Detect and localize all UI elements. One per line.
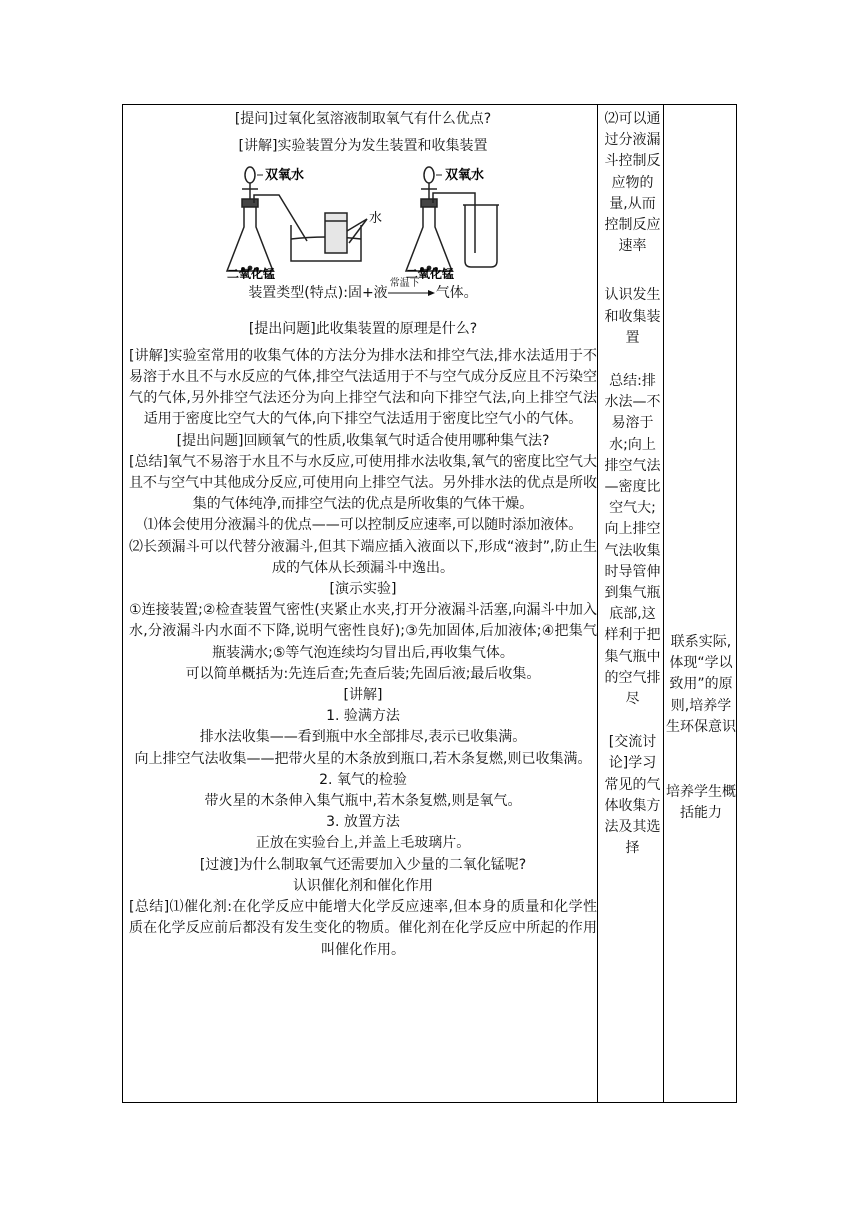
activity-know-apparatus: 认识发生和收集装置 (604, 287, 661, 346)
teaching-content-column (129, 109, 597, 961)
student-activity-column (603, 109, 662, 860)
lesson-table (122, 104, 737, 1103)
activity-funnel-note: ⑵可以通过分液漏斗控制反应物的量,从而控制反应速率 (604, 111, 661, 255)
design-intent-column (665, 632, 737, 824)
h2o2-label-right: 双氧水 (445, 168, 485, 184)
note-long-neck-funnel: ⑵长颈漏斗可以代替分液漏斗,但其下端应插入液面以下,形成“液封”,防止生成的气体从长颈漏斗中逸出。 (129, 538, 597, 576)
summary-oxygen-collection: [总结]氧气不易溶于水且不与水反应,可使用排水法收集,氧气的密度比空气大且不与空气中其他成分反应,可使用向上排空气法。另外排水法的优点是所收集的气体纯净,而排空气法的优点是所收集的气体干燥。 (129, 453, 597, 513)
reaction-arrow (388, 278, 436, 299)
h2o2-label-left: 双氧水 (265, 168, 305, 184)
apparatus-diagram (129, 161, 597, 279)
demo-summary: 可以简单概括为:先连后查;先查后装;先固后液;最后收集。 (185, 665, 541, 682)
column-divider (597, 105, 598, 1102)
full-check-water: 排水法收集——看到瓶中水全部排尽,表示已收集满。 (199, 729, 527, 746)
section-placement: 3. 放置方法 (326, 814, 400, 831)
question-principle: [提出问题]此收集装置的原理是什么? (248, 320, 478, 337)
catalyst-heading: 认识催化剂和催化作用 (293, 877, 433, 894)
question-advantage: [提问]过氧化氢溶液制取氧气有什么优点? (234, 111, 492, 127)
activity-discussion: [交流讨论]学习常见的气体收集方法及其选择 (604, 734, 661, 857)
demo-heading: [演示实验] (329, 581, 397, 598)
reaction-condition: 常温下 (389, 278, 420, 290)
device-type-suffix: 气体。 (435, 285, 478, 302)
placement-text: 正放在实验台上,并盖上毛玻璃片。 (255, 835, 471, 852)
lecture-heading: [讲解] (343, 687, 383, 704)
question-oxygen-collection: [提出问题]回顾氧气的性质,收集氧气时适合使用哪种集气法? (176, 432, 550, 449)
arrow-icon (388, 289, 436, 297)
note-separatory-funnel: ⑴体会使用分液漏斗的优点——可以控制反应速率,可以随时添加液体。 (143, 517, 583, 534)
device-type-prefix: 装置类型(特点):固+液 (248, 285, 388, 302)
transition-question: [过渡]为什么制取氧气还需要加入少量的二氧化锰呢? (199, 856, 527, 873)
intent-practical: 联系实际,体现“学以致用”的原则,培养学生环保意识 (666, 634, 736, 735)
mno2-label-left: 二氧化锰 (227, 267, 276, 280)
full-check-air: 向上排空气法收集——把带火星的木条放到瓶口,若木条复燃,则已收集满。 (134, 750, 592, 767)
lecture-collection-methods: [讲解]实验室常用的收集气体的方法分为排水法和排空气法,排水法适用于不易溶于水且不与水反应的气体,排空气法适用于不与空气成分反应且不污染空气的气体,另外排空气法还分为向上排空气法和向下排空气法,向上排空气法适用于密度比空气大的气体,向下排空气法适用于密度比空气小的气体。 (129, 347, 597, 428)
demo-steps: ①连接装置;②检查装置气密性(夹紧止水夹,打开分液漏斗活塞,向漏斗中加入水,分液漏斗内水面不下降,说明气密性良好);③先加固体,后加液体;④把集气瓶装满水;⑤等气泡连续均匀冒出后,再收集气体。 (129, 602, 597, 661)
section-full-check: 1. 验满方法 (326, 708, 400, 725)
device-type-line (129, 278, 597, 304)
mno2-label-right: 二氧化锰 (406, 267, 455, 280)
lecture-apparatus: [讲解]实验装置分为发生装置和收集装置 (238, 138, 488, 155)
section-oxygen-test: 2. 氧气的检验 (319, 771, 407, 788)
column-divider (663, 105, 664, 1102)
apparatus-figure (129, 161, 597, 279)
intent-summarize: 培养学生概括能力 (666, 784, 736, 822)
activity-summary: 总结:排水法—不易溶于水;向上排空气法—密度比空气大;向上排空气法收集时导管伸到集气瓶底部,这样利于把集气瓶中的空气排尽 (604, 373, 661, 708)
water-label: 水 (369, 211, 383, 227)
catalyst-summary: [总结]⑴催化剂:在化学反应中能增大化学反应速率,但本身的质量和化学性质在化学反应前后都没有发生变化的物质。催化剂在化学反应中所起的作用叫催化作用。 (129, 899, 597, 958)
oxygen-test-text: 带火星的木条伸入集气瓶中,若木条复燃,则是氧气。 (204, 793, 522, 810)
